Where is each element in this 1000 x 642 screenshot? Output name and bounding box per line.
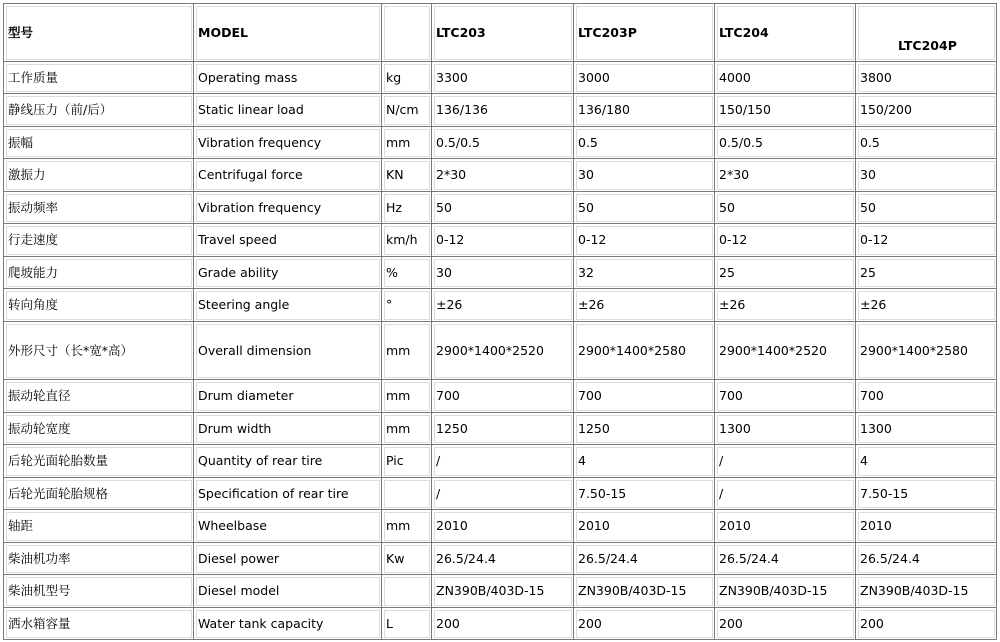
- cell-value-model-3: 1300: [715, 413, 856, 445]
- cell-value-model-3: 4000: [715, 62, 856, 94]
- spec-table: [3, 3, 997, 640]
- table-row: [4, 543, 997, 575]
- cell-unit: KN: [382, 159, 432, 192]
- cell-value-model-2: 136/180: [574, 94, 715, 127]
- cell-cn-label: 外形尺寸（长*宽*高）: [4, 322, 194, 380]
- table-row: [4, 510, 997, 543]
- cell-value-model-3: 2*30: [715, 159, 856, 192]
- cell-en-label: Wheelbase: [194, 510, 382, 543]
- cell-value-model-2: 26.5/24.4: [574, 543, 715, 575]
- cell-unit: mm: [382, 380, 432, 413]
- cell-cn-label: 柴油机功率: [4, 543, 194, 575]
- cell-cn-label: 后轮光面轮胎数量: [4, 445, 194, 478]
- cell-value-model-3: 0.5/0.5: [715, 127, 856, 159]
- cell-en-label: Diesel model: [194, 575, 382, 608]
- cell-en-label: Diesel power: [194, 543, 382, 575]
- cell-en-label: Vibration frequency: [194, 127, 382, 159]
- cell-cn-label: 爬坡能力: [4, 257, 194, 289]
- table-row: [4, 445, 997, 478]
- cell-value-model-1: 0.5/0.5: [432, 127, 574, 159]
- cell-value-model-2: 200: [574, 608, 715, 640]
- cell-value-model-4: ±26: [856, 289, 997, 322]
- cell-en-label: Overall dimension: [194, 322, 382, 380]
- cell-en-label: Drum diameter: [194, 380, 382, 413]
- cell-value-model-4: 2010: [856, 510, 997, 543]
- cell-value-model-1: 200: [432, 608, 574, 640]
- cell-en-label: Vibration frequency: [194, 192, 382, 224]
- cell-en-label: Centrifugal force: [194, 159, 382, 192]
- cell-value-model-1: /: [432, 478, 574, 510]
- cell-value-model-4: 0-12: [856, 224, 997, 257]
- table-row: [4, 127, 997, 159]
- cell-value-model-3: /: [715, 445, 856, 478]
- cell-value-model-3: 200: [715, 608, 856, 640]
- table-row: [4, 94, 997, 127]
- cell-value-model-3: /: [715, 478, 856, 510]
- cell-value-model-4: 3800: [856, 62, 997, 94]
- cell-en-label: Grade ability: [194, 257, 382, 289]
- table-row: [4, 192, 997, 224]
- cell-value-model-1: 1250: [432, 413, 574, 445]
- cell-value-model-3: 2010: [715, 510, 856, 543]
- cell-unit: km/h: [382, 224, 432, 257]
- cell-unit: kg: [382, 62, 432, 94]
- cell-unit: mm: [382, 510, 432, 543]
- cell-value-model-1: 136/136: [432, 94, 574, 127]
- cell-unit: [382, 478, 432, 510]
- cell-unit: Hz: [382, 192, 432, 224]
- table-row: [4, 289, 997, 322]
- cell-value-model-1: 30: [432, 257, 574, 289]
- cell-value-model-4: 2900*1400*2580: [856, 322, 997, 380]
- cell-value-model-2: 1250: [574, 413, 715, 445]
- cell-unit: Pic: [382, 445, 432, 478]
- cell-value-model-3: 700: [715, 380, 856, 413]
- cell-value-model-1: 3300: [432, 62, 574, 94]
- cell-value-model-2: 4: [574, 445, 715, 478]
- cell-cn-label: 振幅: [4, 127, 194, 159]
- cell-cn-label: 振动轮直径: [4, 380, 194, 413]
- cell-value-model-2: 0-12: [574, 224, 715, 257]
- cell-unit: L: [382, 608, 432, 640]
- cell-en-label: Steering angle: [194, 289, 382, 322]
- cell-value-model-1: 2010: [432, 510, 574, 543]
- cell-en-label: Quantity of rear tire: [194, 445, 382, 478]
- cell-value-model-3: 0-12: [715, 224, 856, 257]
- table-row: [4, 380, 997, 413]
- cell-en-label: Travel speed: [194, 224, 382, 257]
- header-en-model: MODEL: [194, 4, 382, 62]
- cell-value-model-4: 26.5/24.4: [856, 543, 997, 575]
- cell-value-model-1: 2*30: [432, 159, 574, 192]
- cell-cn-label: 转向角度: [4, 289, 194, 322]
- cell-cn-label: 激振力: [4, 159, 194, 192]
- cell-value-model-3: 2900*1400*2520: [715, 322, 856, 380]
- cell-unit: N/cm: [382, 94, 432, 127]
- cell-value-model-4: 50: [856, 192, 997, 224]
- cell-value-model-4: 1300: [856, 413, 997, 445]
- cell-value-model-2: 2010: [574, 510, 715, 543]
- cell-value-model-3: 50: [715, 192, 856, 224]
- table-row: [4, 413, 997, 445]
- table-row: [4, 608, 997, 640]
- table-row: [4, 224, 997, 257]
- table-row: [4, 575, 997, 608]
- cell-cn-label: 振动频率: [4, 192, 194, 224]
- cell-value-model-2: 700: [574, 380, 715, 413]
- cell-unit: mm: [382, 322, 432, 380]
- cell-en-label: Operating mass: [194, 62, 382, 94]
- cell-en-label: Specification of rear tire: [194, 478, 382, 510]
- header-model-1: LTC203: [432, 4, 574, 62]
- cell-value-model-1: 2900*1400*2520: [432, 322, 574, 380]
- cell-value-model-2: 30: [574, 159, 715, 192]
- cell-value-model-2: 7.50-15: [574, 478, 715, 510]
- cell-cn-label: 静线压力（前/后）: [4, 94, 194, 127]
- cell-value-model-2: ZN390B/403D-15: [574, 575, 715, 608]
- table-row: [4, 322, 997, 380]
- cell-value-model-2: 32: [574, 257, 715, 289]
- cell-en-label: Drum width: [194, 413, 382, 445]
- cell-value-model-1: ±26: [432, 289, 574, 322]
- cell-value-model-4: 30: [856, 159, 997, 192]
- cell-value-model-2: 0.5: [574, 127, 715, 159]
- cell-value-model-1: 700: [432, 380, 574, 413]
- cell-value-model-4: ZN390B/403D-15: [856, 575, 997, 608]
- header-model-4: LTC204P: [856, 4, 997, 62]
- cell-unit: mm: [382, 127, 432, 159]
- cell-cn-label: 行走速度: [4, 224, 194, 257]
- cell-value-model-3: 26.5/24.4: [715, 543, 856, 575]
- cell-value-model-4: 7.50-15: [856, 478, 997, 510]
- table-row: [4, 478, 997, 510]
- cell-cn-label: 柴油机型号: [4, 575, 194, 608]
- cell-value-model-2: 2900*1400*2580: [574, 322, 715, 380]
- cell-value-model-1: ZN390B/403D-15: [432, 575, 574, 608]
- cell-value-model-4: 25: [856, 257, 997, 289]
- cell-en-label: Static linear load: [194, 94, 382, 127]
- cell-value-model-3: 150/150: [715, 94, 856, 127]
- cell-value-model-3: 25: [715, 257, 856, 289]
- header-model-3: LTC204: [715, 4, 856, 62]
- cell-value-model-2: 50: [574, 192, 715, 224]
- cell-cn-label: 轴距: [4, 510, 194, 543]
- cell-value-model-2: 3000: [574, 62, 715, 94]
- table-row: [4, 257, 997, 289]
- header-cn-model: 型号: [4, 4, 194, 62]
- cell-unit: %: [382, 257, 432, 289]
- cell-cn-label: 振动轮宽度: [4, 413, 194, 445]
- cell-unit: Kw: [382, 543, 432, 575]
- cell-value-model-1: /: [432, 445, 574, 478]
- cell-unit: °: [382, 289, 432, 322]
- cell-unit: mm: [382, 413, 432, 445]
- cell-value-model-4: 200: [856, 608, 997, 640]
- cell-cn-label: 工作质量: [4, 62, 194, 94]
- header-row: [4, 4, 997, 62]
- cell-value-model-1: 50: [432, 192, 574, 224]
- table-row: [4, 159, 997, 192]
- cell-unit: [382, 575, 432, 608]
- cell-value-model-4: 700: [856, 380, 997, 413]
- cell-cn-label: 后轮光面轮胎规格: [4, 478, 194, 510]
- cell-value-model-2: ±26: [574, 289, 715, 322]
- cell-value-model-3: ZN390B/403D-15: [715, 575, 856, 608]
- header-model-2: LTC203P: [574, 4, 715, 62]
- cell-value-model-4: 0.5: [856, 127, 997, 159]
- header-unit: [382, 4, 432, 62]
- cell-value-model-1: 0-12: [432, 224, 574, 257]
- cell-value-model-1: 26.5/24.4: [432, 543, 574, 575]
- table-row: [4, 62, 997, 94]
- cell-value-model-3: ±26: [715, 289, 856, 322]
- cell-value-model-4: 150/200: [856, 94, 997, 127]
- cell-cn-label: 洒水箱容量: [4, 608, 194, 640]
- cell-en-label: Water tank capacity: [194, 608, 382, 640]
- cell-value-model-4: 4: [856, 445, 997, 478]
